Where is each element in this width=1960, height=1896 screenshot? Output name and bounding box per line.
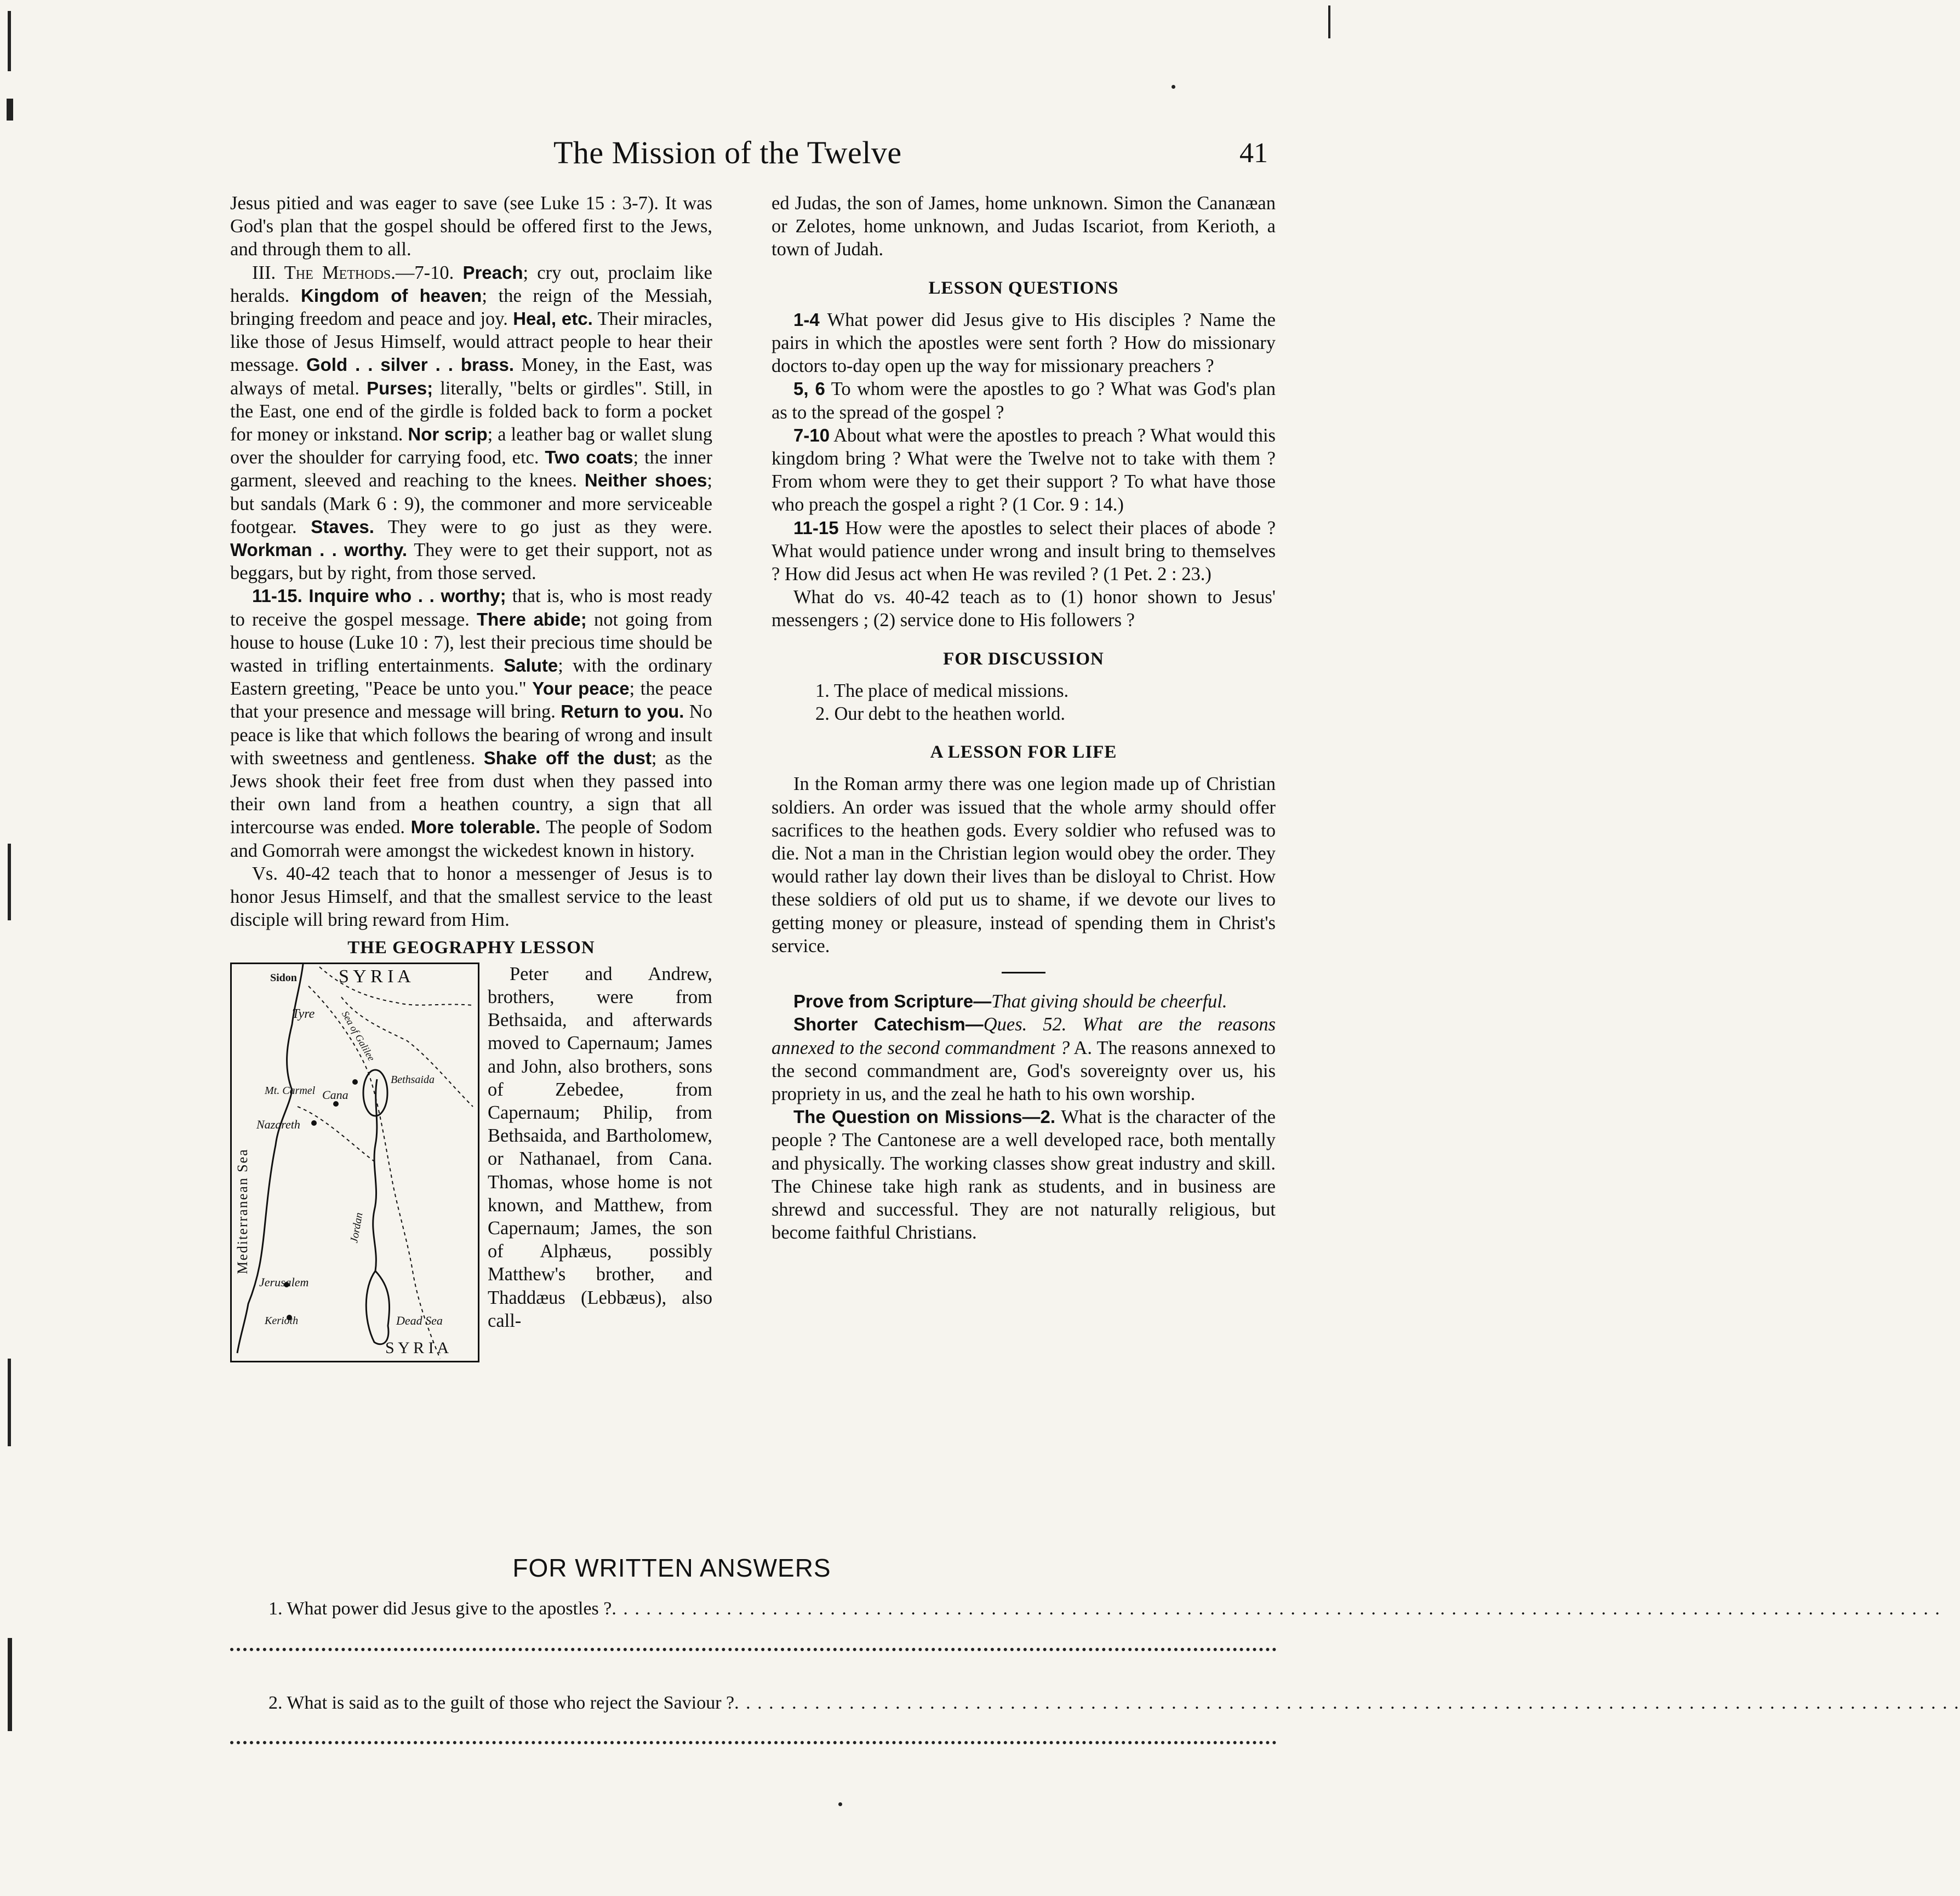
discussion-item: 1. The place of medical missions. [815, 680, 1069, 701]
text: No peace is like that which follows the bearing of wrong and insult with sweetness and gentleness. [230, 701, 713, 769]
question-on-missions [772, 1105, 1276, 1244]
text: literally, "belts or girdles". Still, in the East, one end of the girdle is folded back to form a pocket for money or inkstand. [230, 377, 713, 445]
map-label-cana: Cana [322, 1087, 348, 1102]
text: What is the character of the people ? The Cantonese are a well developed race, both mentally and physically. The working classes show great industry and skill. The Chinese take high rank as students, and in business are shrewd and successful. They are not naturally religious, but become faithful Christians. [772, 1107, 1276, 1244]
question-number: 1-4 [793, 309, 820, 330]
written-answers-title: FOR WRITTEN ANSWERS [512, 1554, 831, 1582]
written-question-2 [268, 1693, 1960, 1714]
question [772, 308, 1276, 378]
question-text: 2. What is said as to the guilt of those who reject the Saviour ? [268, 1693, 735, 1713]
right-column [772, 192, 1276, 1244]
page-number: 41 [1239, 138, 1268, 169]
term: More tolerable. [410, 817, 541, 838]
text: not going from house to house (Luke 10 : 7), lest their precious time should be wasted in trifling entertainments. [230, 609, 713, 677]
answer-leader: . . . . . . . . . . . . . . . . . . . . . . . . . . . . . . . . . . . . . . . . . . . . . . . . . . . . . . . . . . . . . . . . . . . . . . . . . . . . . . . . . . . . . . . . . . . . . . . . . . . . . . . . . . . [734, 1693, 1960, 1713]
term: Purses; [367, 377, 433, 398]
page-title: The Mission of the Twelve [553, 135, 902, 170]
term: Nor scrip [408, 424, 488, 445]
text: ; with the ordinary Eastern greeting, "Peace be unto you." [230, 655, 713, 700]
map-label-dead-sea: Dead Sea [396, 1313, 443, 1327]
term: Return to you. [561, 701, 684, 722]
map-label-carmel: Mt. Carmel [265, 1084, 316, 1097]
map-label-kerioth: Kerioth [265, 1314, 299, 1327]
margin-mark [8, 844, 11, 920]
label: Prove from Scripture— [793, 991, 992, 1012]
term: Salute [504, 655, 558, 676]
term: Staves. [311, 516, 374, 537]
question-text: To whom were the apostles to go ? What was God's plan as to the spread of the gospel ? [772, 379, 1276, 423]
text: ; the reign of the Messiah, bringing freedom and peace and joy. [230, 285, 713, 330]
text: ; the inner garment, sleeved and reaching to the knees. [230, 447, 713, 491]
margin-mark [8, 11, 11, 71]
text: ; but sandals (Mark 6 : 9), the commoner and more serviceable footgear. [230, 470, 712, 537]
question [772, 517, 1276, 586]
map-label-syria-bottom: S Y R I A [385, 1338, 449, 1357]
discussion-heading: FOR DISCUSSION [943, 649, 1104, 669]
answer-leader: . . . . . . . . . . . . . . . . . . . . . . . . . . . . . . . . . . . . . . . . . . . . . . . . . . . . . . . . . . . . . . . . . . . . . . . . . . . . . . . . . . . . . . . . . . . . . . . . . . . . . . . . . . . . . . . . . . . . [612, 1599, 1941, 1619]
paragraph: Peter and Andrew, brothers, were from Bethsaida, and afterwards moved to Capernaum; James and John, also brothers, sons of Zebedee, from Capernaum; Philip, from Bethsaida, and Bartholomew, or Nathanael, from Cana. Thomas, whose home is not known, and Matthew, from Capernaum; James, the son of Alphæus, possibly Matthew's brother, and Thaddæus (Lebbæus), also call- [488, 963, 712, 1331]
stray-mark [1172, 85, 1175, 89]
question: What do vs. 40-42 teach as to (1) honor shown to Jesus' messengers ; (2) service done to His followers ? [772, 587, 1276, 631]
text: They were to get their support, not as beggars, but by right, from those served. [230, 540, 712, 584]
catechism-answer: A. The reasons annexed to the second commandment are, God's sovereignty over us, his propriety in us, and the zeal he hath to his own worship. [772, 1037, 1276, 1104]
text: Their miracles, like those of Jesus Himself, would attract people to hear their message. [230, 308, 712, 376]
text: ; the peace that your presence and message will bring. [230, 678, 712, 723]
stray-mark [838, 1802, 842, 1806]
term: Preach [462, 262, 523, 283]
map-label-sidon: Sidon [270, 971, 297, 984]
shorter-catechism [772, 1013, 1276, 1105]
term: Your peace [532, 678, 630, 699]
question-text: What power did Jesus give to His disciples ? Name the pairs in which the apostles were sent forth ? How do missionary doctors to-day open up the way for missionary preachers ? [772, 309, 1276, 377]
answer-line[interactable] [230, 1737, 1277, 1744]
geography-section [230, 963, 712, 1384]
discussion-item: 2. Our debt to the heathen world. [815, 703, 1066, 725]
label: Shorter Catechism— [793, 1014, 984, 1035]
paragraph-methods [230, 261, 712, 585]
text: that is, who is most ready to receive the gospel message. [230, 586, 712, 630]
divider [1002, 972, 1045, 973]
question-number: 11-15 [793, 517, 839, 538]
term: Shake off the dust [483, 747, 652, 768]
text: That giving should be cheerful. [991, 991, 1227, 1012]
map-label-bethsaida: Bethsaida [391, 1073, 435, 1086]
text: Money, in the East, was always of metal. [230, 354, 713, 399]
term: Heal, etc. [513, 308, 593, 329]
question-number: 7-10 [793, 425, 830, 445]
term: Two coats [545, 447, 633, 468]
dead-sea [366, 1271, 389, 1344]
term: Workman . . worthy. [230, 540, 408, 560]
map-label-jordan: Jordan [348, 1211, 365, 1244]
margin-mark [1328, 5, 1330, 38]
term: 11-15. Inquire who . . worthy; [252, 586, 506, 606]
text: ; cry out, proclaim like heralds. [230, 262, 712, 306]
margin-mark [7, 99, 13, 121]
catechism-question: What are the reasons annexed to the second commandment ? [772, 1014, 1276, 1058]
term: Neither shoes [584, 470, 707, 491]
paragraph-inquire [230, 585, 712, 862]
term: Kingdom of heaven [300, 285, 482, 306]
left-column [230, 192, 712, 1384]
map-label-nazareth: Nazareth [256, 1117, 300, 1131]
paragraph: In the Roman army there was one legion made up of Christian soldiers. An order was issued that the whole army should offer sacrifices to the heathen gods. Every soldier who refused was to die. Not a man in the Christian legion would obey the order. They would rather lay down their lives than be disloyal to Christ. How these soldiers of old put us to shame, if we devote our lives to getting money or pleasure, instead of spending them in Christ's service. [772, 774, 1276, 956]
question-text: 1. What power did Jesus give to the apostles ? [268, 1599, 612, 1619]
text: ; as the Jews shook their feet free from dust when they passed into their own land from a heathen country, a sign that all intercourse was ended. [230, 747, 712, 838]
map-label-sea-of-galilee: Sea of Galilee [339, 1009, 378, 1063]
map-label-syria: S Y R I A [339, 966, 411, 987]
term: There abide; [477, 609, 587, 629]
text: The people of Sodom and Gomorrah were amongst the wickedest known in history. [230, 817, 712, 861]
written-question-1 [268, 1599, 1941, 1619]
margin-mark [8, 1638, 12, 1731]
lesson-questions-heading: LESSON QUESTIONS [928, 278, 1119, 298]
label: The Question on Missions—2. [793, 1107, 1056, 1127]
paragraph: Jesus pitied and was eager to save (see Luke 15 : 3-7). It was God's plan that the gospel should be offered first to the Jews, and through them to all. [230, 193, 712, 260]
answer-line[interactable] [230, 1643, 1277, 1651]
prove-from-scripture [772, 990, 1276, 1013]
text: ; a leather bag or wallet slung over the shoulder for carrying food, etc. [230, 424, 713, 468]
question [772, 377, 1276, 423]
geography-heading: THE GEOGRAPHY LESSON [347, 937, 595, 958]
border-lines [298, 967, 473, 1359]
paragraph: Vs. 40-42 teach that to honor a messenger of Jesus is to honor Jesus Himself, and that the smallest service to the least disciple will bring reward from Him. [230, 863, 712, 931]
question [772, 424, 1276, 517]
question-text: About what were the apostles to preach ? What would this kingdom bring ? What were the Twelve not to take with them ? From whom were they to get their support ? To what have those who preach the gospel a right ? (1 Cor. 9 : 14.) [772, 425, 1276, 515]
margin-mark [8, 1359, 11, 1446]
text: They were to go just as they were. [387, 516, 712, 537]
map-label-tyre: Tyre [292, 1006, 315, 1021]
question-text: How were the apostles to select their places of abode ? What would patience under wrong and insult bring to themselves ? How did Jesus act when He was reviled ? (1 Pet. 2 : 23.) [772, 517, 1276, 585]
jordan-river [373, 1079, 377, 1271]
lesson-for-life-heading: A LESSON FOR LIFE [930, 742, 1117, 763]
question-number: 5, 6 [793, 379, 825, 399]
geography-text [488, 963, 712, 1332]
paragraph: ed Judas, the son of James, home unknown. Simon the Cananæan or Zelotes, home unknown, and Judas Iscariot, from Kerioth, a town of Judah. [772, 193, 1276, 260]
ques-number: Ques. 52. [983, 1014, 1067, 1035]
map-palestine [230, 963, 479, 1362]
map-label-sea: Mediterranean Sea [234, 1148, 250, 1274]
section-heading: III. The Methods.—7-10. [252, 262, 454, 283]
term: Gold . . silver . . brass. [306, 354, 515, 375]
map-label-jerusalem: Jerusalem [259, 1275, 309, 1289]
